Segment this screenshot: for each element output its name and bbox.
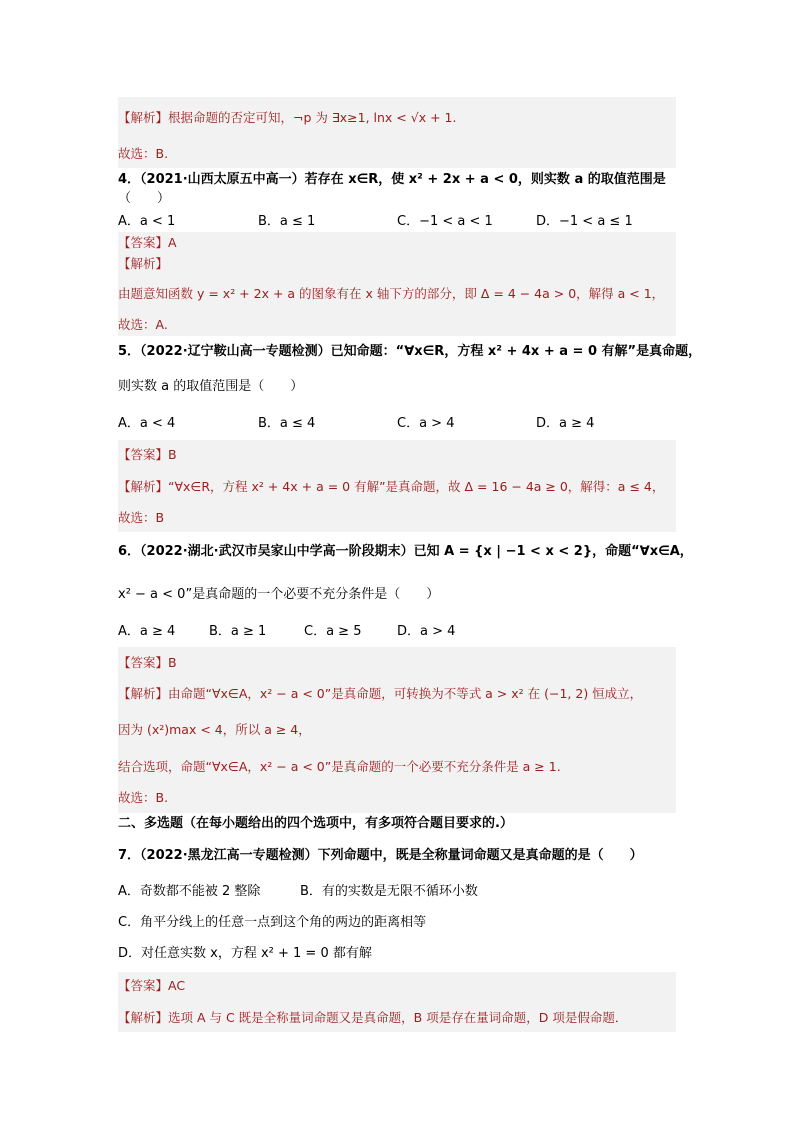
q5-answer: 【答案】B [118, 447, 177, 462]
q4-stem [118, 172, 666, 188]
q5-stem-text: 5．（2022·辽宁鞍山高一专题检测）已知命题：“∀x∈R，方程 x² + 4x + a = 0 有解”是真命题， [118, 344, 702, 359]
q4-option-a: A．a < 1 [118, 214, 176, 229]
q7-stem-text: 7．（2022·黑龙江高一专题检测）下列命题中，既是全称量词命题又是真命题的是（ ） [118, 848, 643, 863]
q6-analysis-1: 【解析】由命题“∀x∈A，x² − a < 0”是真命题，可转换为不等式 a > x² 在 (−1, 2) 恒成立， [118, 686, 643, 701]
q5-stem-cont: 则实数 a 的取值范围是（ ） [118, 379, 304, 394]
q6-option-c: C．a ≥ 5 [304, 624, 362, 639]
q7-option-a: A．奇数都不能被 2 整除 [118, 884, 261, 899]
q4-option-d: D．−1 < a ≤ 1 [536, 214, 633, 229]
q5-choose: 故选：B [118, 510, 165, 525]
q6-answer: 【答案】B [118, 655, 177, 670]
q4-stem-text: 4．（2021·山西太原五中高一）若存在 x∈R，使 x² + 2x + a < 0，则实数 a 的取值范围是 [118, 172, 666, 187]
q6-stem [118, 544, 693, 560]
q5-option-d: D．a ≥ 4 [536, 416, 595, 431]
q6-analysis-3: 结合选项，命题“∀x∈A，x² − a < 0”是真命题的一个必要不充分条件是 a ≥ 1. [118, 759, 561, 774]
q7-analysis: 【解析】选项 A 与 C 既是全称量词命题又是真命题，B 项是存在量词命题，D 项是假命题． [118, 1010, 628, 1025]
q5-stem [118, 344, 701, 360]
q7-stem [118, 848, 643, 864]
q4-analysis-block [118, 232, 676, 336]
q5-analysis: 【解析】“∀x∈R，方程 x² + 4x + a = 0 有解”是真命题，故 Δ = 16 − 4a ≥ 0，解得：a ≤ 4， [118, 479, 665, 494]
q3-analysis: 【解析】根据命题的否定可知，¬p 为 ∃x≥1, lnx < √x + 1. [118, 110, 457, 125]
q6-analysis-2: 因为 (x²)max < 4，所以 a ≥ 4， [118, 722, 311, 737]
q6-choose: 故选：B. [118, 790, 169, 805]
q7-option-d: D．对任意实数 x，方程 x² + 1 = 0 都有解 [118, 946, 372, 961]
q6-option-a: A．a ≥ 4 [118, 624, 176, 639]
q4-answer: 【答案】A [118, 235, 177, 250]
q6-stem-cont: x² − a < 0”是真命题的一个必要不充分条件是（ ） [118, 587, 440, 602]
q4-analysis: 由题意知函数 y = x² + 2x + a 的图象有在 x 轴下方的部分，即 Δ = 4 − 4a > 0，解得 a < 1， [118, 286, 665, 301]
q3-choose: 故选：B. [118, 146, 169, 161]
section-heading-multi-choice: 二、多选题（在每小题给出的四个选项中，有多项符合题目要求的.） [118, 816, 513, 831]
q4-choose: 故选：A. [118, 317, 168, 332]
q6-stem-text: 6．（2022·湖北·武汉市吴家山中学高一阶段期末）已知 A = {x | −1 < x < 2}，命题“∀x∈A， [118, 544, 693, 559]
q5-option-b: B．a ≤ 4 [258, 416, 316, 431]
q4-stem-paren: （ ） [118, 191, 171, 206]
q5-option-a: A．a < 4 [118, 416, 176, 431]
q7-option-b: B．有的实数是无限不循环小数 [300, 884, 478, 899]
q7-option-c: C．角平分线上的任意一点到这个角的两边的距离相等 [118, 915, 427, 930]
q5-option-c: C．a > 4 [397, 416, 455, 431]
q4-analysis-label: 【解析】 [118, 256, 169, 271]
q7-answer: 【答案】AC [118, 978, 186, 993]
q6-option-b: B．a ≥ 1 [209, 624, 267, 639]
q4-option-c: C．−1 < a < 1 [397, 214, 493, 229]
q4-option-b: B．a ≤ 1 [258, 214, 316, 229]
q3-analysis-block [118, 97, 676, 168]
q6-option-d: D．a > 4 [397, 624, 456, 639]
